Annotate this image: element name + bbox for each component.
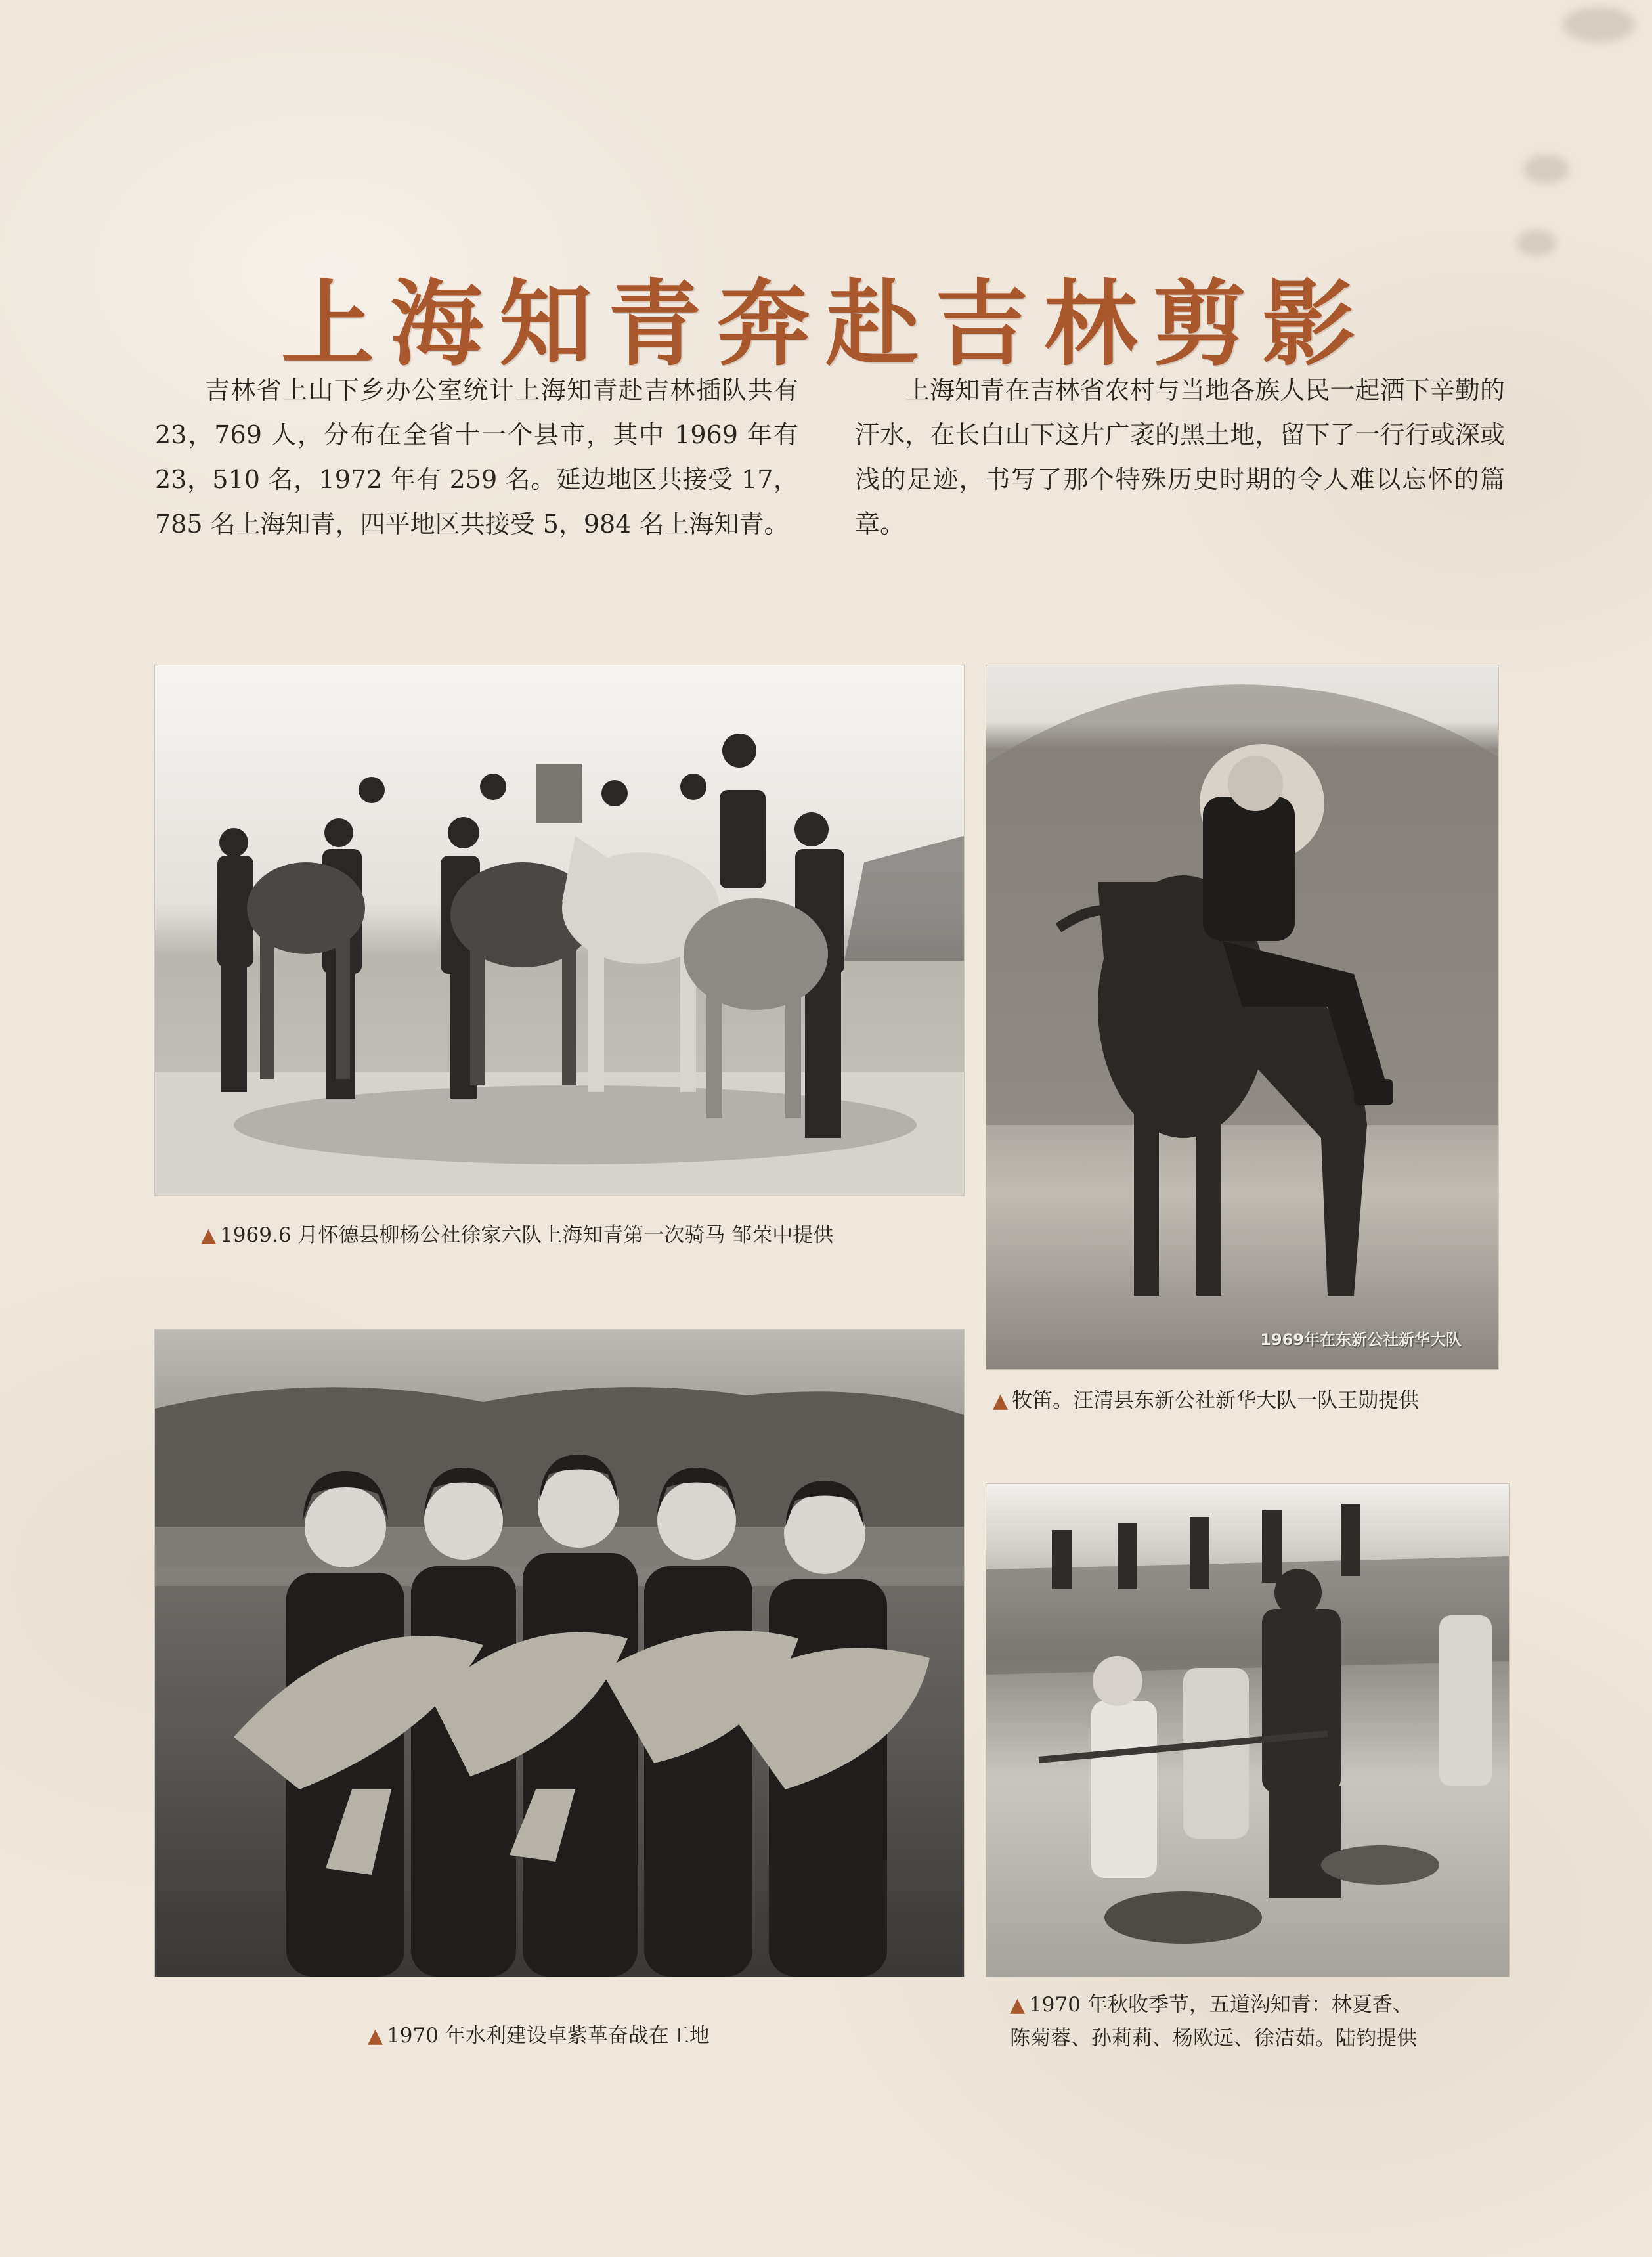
photo-rice-harvest bbox=[155, 1330, 964, 1977]
caption-marker-icon: ▲ bbox=[368, 2025, 383, 2048]
ink-spot bbox=[1523, 154, 1569, 184]
caption-water-works bbox=[1010, 1988, 1417, 2055]
intro-paragraph-left: 吉林省上山下乡办公室统计上海知青赴吉林插队共有 23，769 人，分布在全省十一个县市，其中 1969 年有 23，510 名，1972 年有 259 名。延边地区共接受 17，785 名上海知青，四平地区共接受 5，984 名上海知青。 bbox=[155, 376, 798, 538]
intro-paragraph-right: 上海知青在吉林省农村与当地各族人民一起洒下辛勤的汗水，在长白山下这片广袤的黑土地，留下了一行行或深或浅的足迹，书写了那个特殊历史时期的令人难以忘怀的篇章。 bbox=[855, 376, 1505, 538]
caption-line-1 bbox=[1010, 1988, 1417, 2022]
page-title: 上海知青奔赴吉林剪影 bbox=[281, 271, 1371, 380]
caption-herding-ox bbox=[993, 1384, 1419, 1418]
caption-text: 1969.6 月怀德县柳杨公社徐家六队上海知青第一次骑马 邹荣中提供 bbox=[220, 1223, 834, 1247]
caption-marker-icon: ▲ bbox=[993, 1390, 1009, 1413]
caption-marker-icon: ▲ bbox=[1010, 1994, 1026, 2017]
photo-water-works bbox=[986, 1484, 1509, 1977]
photo-herding-ox bbox=[986, 665, 1498, 1369]
caption-line-2: 陈菊蓉、孙莉莉、杨欧远、徐洁茹。陆钧提供 bbox=[1010, 2027, 1417, 2050]
caption-rice-harvest bbox=[368, 2019, 710, 2053]
caption-marker-icon: ▲ bbox=[201, 1224, 217, 1247]
caption-text: 牧笛。汪清县东新公社新华大队一队王勋提供 bbox=[1012, 1389, 1420, 1413]
photo-horse-riding bbox=[155, 665, 964, 1196]
caption-text: 1970 年秋收季节，五道沟知青：林夏香、 bbox=[1029, 1993, 1413, 2017]
photo-watermark: 1969年在东新公社新华大队 bbox=[1260, 1330, 1462, 1349]
caption-horse-riding bbox=[201, 1219, 833, 1252]
ink-spot bbox=[1563, 7, 1635, 43]
caption-text: 1970 年水利建设卓紫革奋战在工地 bbox=[387, 2024, 710, 2048]
